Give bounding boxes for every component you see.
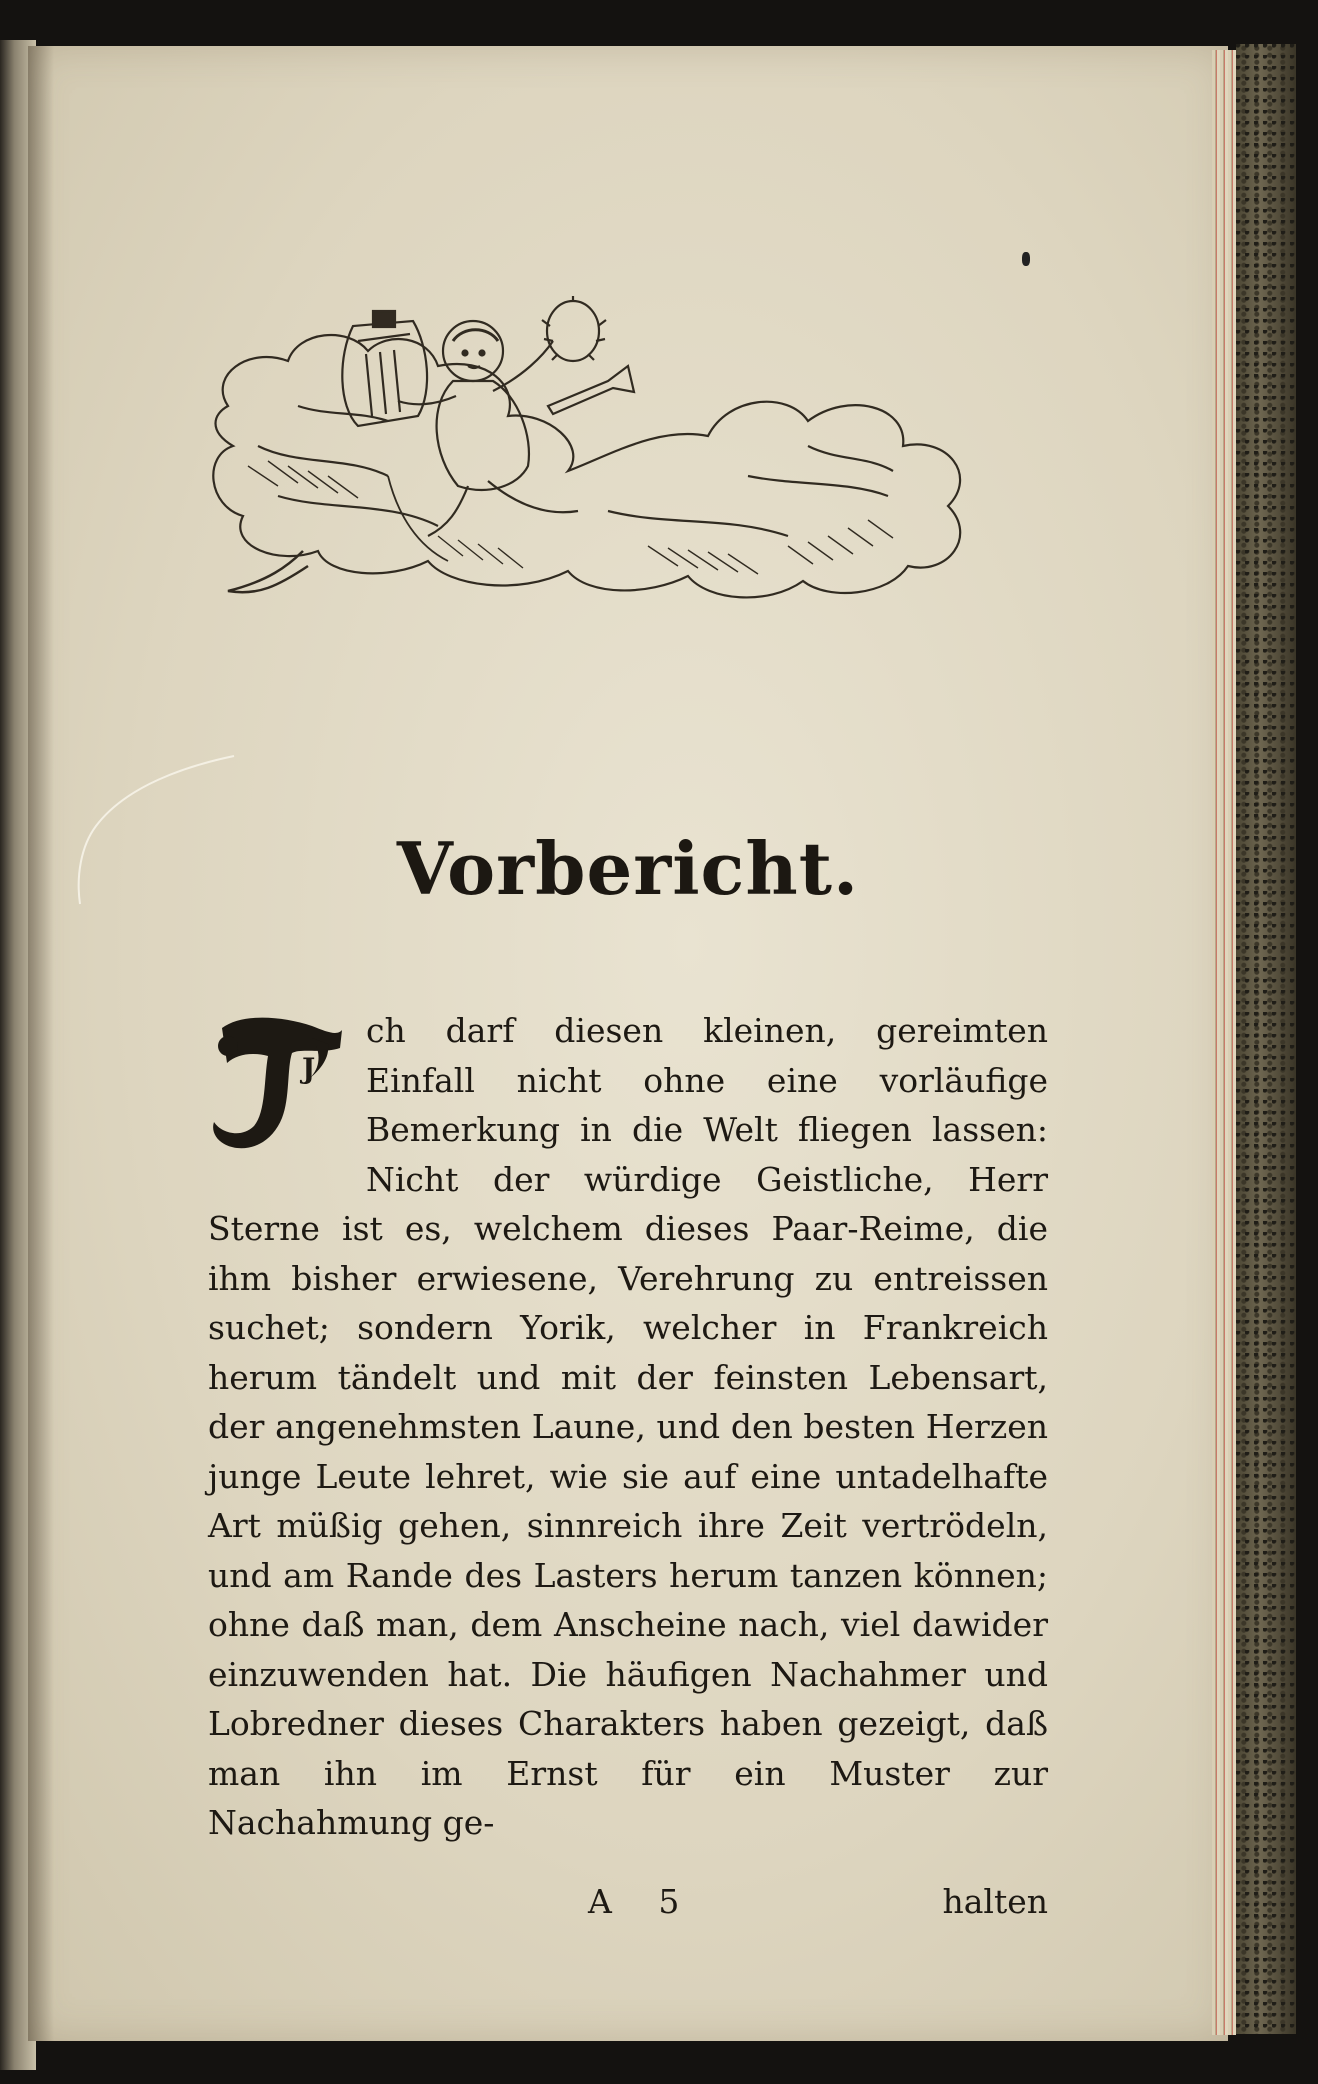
book-page — [28, 46, 1228, 2041]
page-block-edge — [1212, 50, 1236, 2035]
loose-thread — [66, 746, 236, 906]
book-cover-board — [1236, 44, 1296, 2034]
cherub-cloud-vignette — [188, 296, 988, 616]
ink-speck — [1022, 252, 1030, 266]
preface-text — [208, 1006, 1048, 1848]
preface-paragraph: ch darf diesen kleinen, gereimten Einfall nicht ohne eine vorläufige Bemerkung in die Welt fliegen lassen: Nicht der würdige Geistliche, Herr Sterne ist es, welchem dieses Paar-Reime, die ihm bisher erwiesene, Verehrung zu entreissen suchet; sondern Yorik, welcher in Frankreich herum tändelt und mit der feinsten Lebensart, der angenehmsten Laune, und den besten Herzen junge Leute lehret, wie sie auf eine untadelhafte Art müßig gehen, sinnreich ihre Zeit vertrödeln, und am Rande des Lasters herum tanzen können; ohne daß man, dem Anscheine nach, viel dawider einzuwenden hat. Die häufigen Nachahmer und Lobredner dieses Charakters haben gezeigt, daß man ihn im Ernst für ein Muster zur Nachahmung ge- — [208, 1011, 1048, 1842]
page-footer — [208, 1882, 1048, 1932]
initial-letter-text: J — [302, 1052, 316, 1085]
decorated-initial-letter — [202, 1008, 352, 1158]
page-heading: Vorbericht. — [396, 826, 860, 911]
signature-mark: A 5 — [588, 1882, 698, 1921]
gutter-shadow — [28, 46, 54, 2041]
catchword: halten — [942, 1882, 1048, 1921]
